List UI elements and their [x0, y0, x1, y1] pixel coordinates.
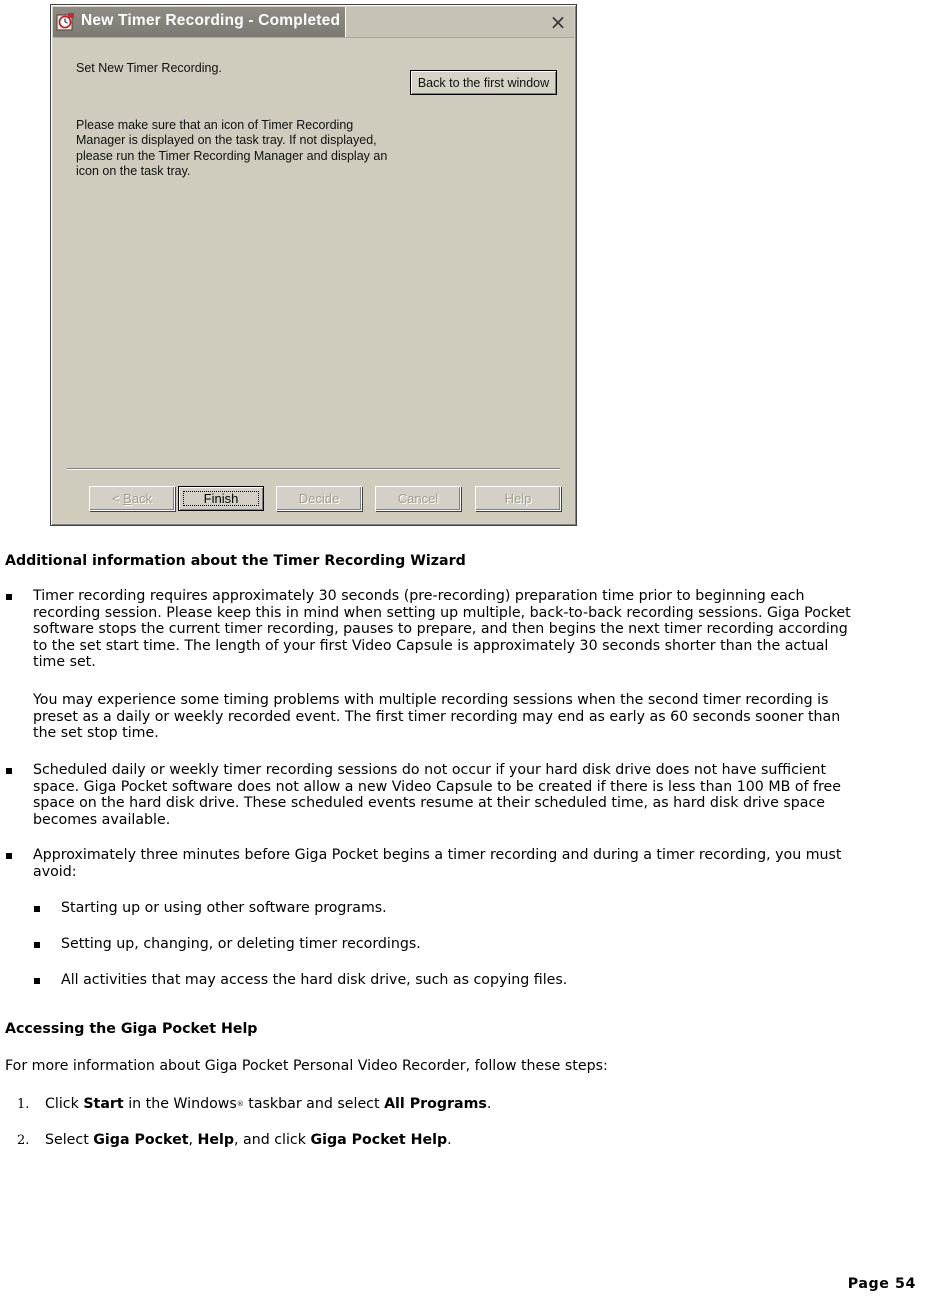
- app-icon: [56, 12, 76, 32]
- text-line: You may experience some timing problems with multiple recording sessions when the second timer recording is: [33, 692, 829, 708]
- text-line: space on the hard disk drive. These scheduled events resume at their scheduled time, as hard disk drive space: [33, 795, 825, 812]
- step-text-part: Click: [45, 1096, 84, 1112]
- step-text-bold: All Programs: [384, 1096, 487, 1112]
- step-number: 1.: [17, 1097, 30, 1112]
- text-line: recording session. Please keep this in mind when setting up multiple, back-to-back recording sessions. Giga Pocket: [33, 604, 851, 621]
- help-button[interactable]: Help: [475, 486, 561, 511]
- dialog-heading: Set New Timer Recording.: [76, 61, 222, 75]
- dialog-message: [76, 118, 387, 180]
- dialog-title-area: [53, 7, 346, 37]
- step-text-part: .: [447, 1132, 452, 1148]
- back-button-mnemonic: B: [123, 491, 132, 506]
- section-heading-wizard-info: Additional information about the Timer Recording Wizard: [5, 553, 466, 569]
- step-text-part: taskbar and select: [243, 1096, 385, 1112]
- dialog-message-line: Manager is displayed on the task tray. If not displayed,: [76, 133, 377, 148]
- cancel-button[interactable]: Cancel: [375, 486, 461, 511]
- step-text-part: , and click: [234, 1132, 311, 1148]
- bullet-paragraph: [33, 588, 893, 671]
- step-text-bold: Giga Pocket: [93, 1132, 189, 1148]
- dialog-message-line: icon on the task tray.: [76, 164, 191, 179]
- bullet-paragraph: [33, 847, 893, 880]
- dialog-message-line: please run the Timer Recording Manager and display an: [76, 148, 388, 163]
- bullet-marker: [6, 853, 12, 859]
- text-line: time set.: [33, 654, 96, 671]
- sub-list-item: Setting up, changing, or deleting timer recordings.: [61, 936, 421, 952]
- dialog-titlebar: [53, 7, 574, 38]
- registered-mark: ®: [236, 1100, 244, 1108]
- step-text-bold: Giga Pocket Help: [310, 1132, 448, 1148]
- sub-bullet-marker: [34, 906, 40, 912]
- decide-button[interactable]: Decide: [276, 486, 362, 511]
- bullet-marker: [6, 768, 12, 774]
- dialog-separator: [67, 468, 560, 470]
- text-line: Approximately three minutes before Giga Pocket begins a timer recording and during a timer recording, you must: [33, 847, 842, 863]
- step-text: [45, 1096, 491, 1112]
- back-button[interactable]: [89, 486, 175, 511]
- sub-bullet-marker: [34, 978, 40, 984]
- step-text-bold: Help: [197, 1132, 235, 1148]
- step-text-part: ,: [188, 1132, 198, 1148]
- text-line: avoid:: [33, 863, 77, 880]
- page-number: Page 54: [847, 1276, 916, 1292]
- help-intro: For more information about Giga Pocket Personal Video Recorder, follow these steps:: [5, 1058, 608, 1074]
- dialog-body: [53, 38, 574, 523]
- text-line: Timer recording requires approximately 30 seconds (pre-recording) preparation time prior to beginning each: [33, 588, 805, 604]
- step-text-bold: Start: [83, 1096, 124, 1112]
- finish-button[interactable]: Finish: [178, 486, 264, 511]
- sub-list-item: Starting up or using other software programs.: [61, 900, 387, 916]
- text-line: space. Giga Pocket software does not allow a new Video Capsule to be created if there is less than 100 MB of free: [33, 778, 841, 795]
- section-heading-help: Accessing the Giga Pocket Help: [5, 1021, 258, 1037]
- bullet-marker: [6, 594, 12, 600]
- bullet-paragraph: [33, 762, 893, 828]
- step-number: 2.: [17, 1133, 30, 1148]
- text-line: the set stop time.: [33, 725, 159, 742]
- step-text-part: Select: [45, 1132, 94, 1148]
- text-line: becomes available.: [33, 811, 171, 828]
- dialog-title: New Timer Recording - Completed: [81, 12, 341, 29]
- back-to-first-window-button[interactable]: Back to the first window: [410, 70, 557, 95]
- dialog-message-line: Please make sure that an icon of Timer Recording: [76, 118, 354, 132]
- text-line: Scheduled daily or weekly timer recording sessions do not occur if your hard disk drive does not have sufficient: [33, 762, 827, 778]
- close-icon[interactable]: ×: [549, 10, 567, 34]
- step-text: [45, 1132, 452, 1148]
- text-line: software stops the current timer recording, pauses to prepare, and then begins the next timer recording according: [33, 621, 848, 638]
- text-line: preset as a daily or weekly recorded event. The first timer recording may end as early as 60 seconds sooner than: [33, 708, 841, 725]
- back-button-prefix: <: [111, 491, 124, 506]
- timer-recording-dialog: [50, 4, 577, 526]
- step-text-part: in the Windows: [123, 1096, 237, 1112]
- back-button-rest: ack: [131, 491, 153, 506]
- text-line: to the set start time. The length of your first Video Capsule is approximately 30 seconds shorter than the actual: [33, 637, 829, 654]
- bullet-followup-paragraph: [33, 692, 893, 742]
- sub-list-item: All activities that may access the hard disk drive, such as copying files.: [61, 972, 568, 988]
- step-text-part: .: [486, 1096, 492, 1112]
- sub-bullet-marker: [34, 942, 40, 948]
